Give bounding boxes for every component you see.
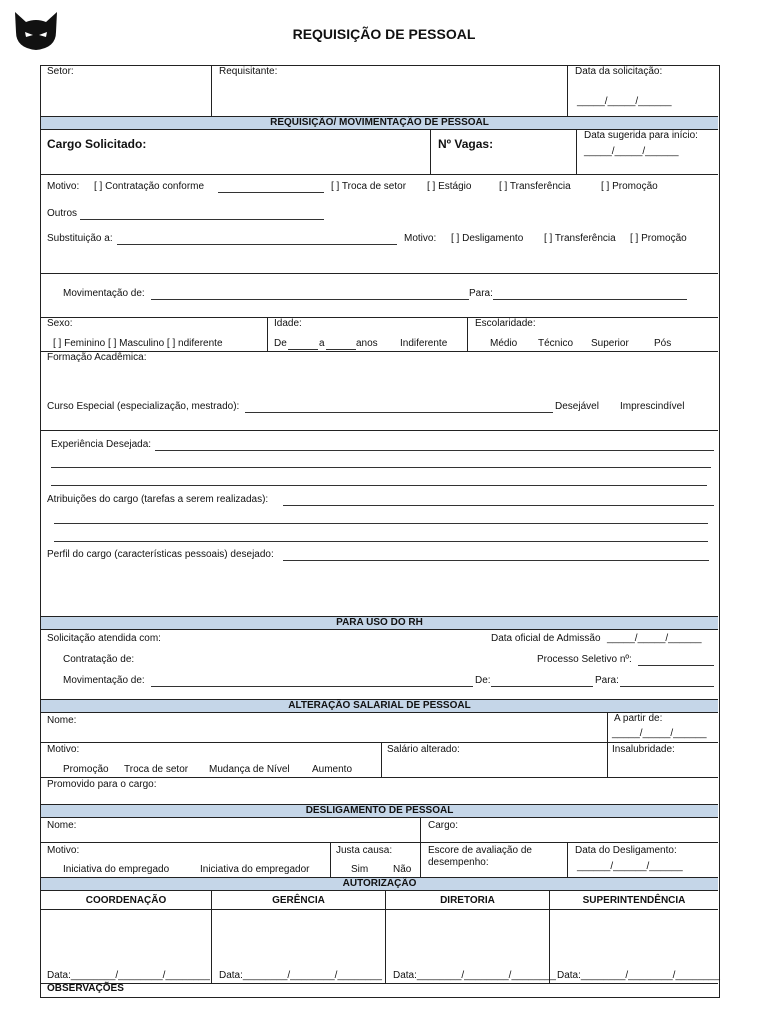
alt-mudanca-nivel[interactable]: Mudança de Nível	[209, 764, 290, 775]
section-rh: PARA USO DO RH	[41, 616, 718, 630]
esc-medio[interactable]: Médio	[490, 338, 518, 349]
auth-data-coordenacao[interactable]: Data:________/________/________	[47, 970, 210, 981]
alt-salario-label: Salário alterado:	[387, 744, 460, 755]
sexo-options[interactable]: [ ] Feminino [ ] Masculino [ ] ndiferente	[53, 338, 223, 349]
para-field[interactable]	[493, 299, 687, 300]
admissao-field[interactable]: _____/_____/______	[607, 633, 702, 644]
alt-motivo-label: Motivo:	[47, 744, 80, 755]
rh-movimentacao-label: Movimentação de:	[63, 675, 145, 686]
divider	[567, 66, 568, 116]
auth-diretoria: DIRETORIA	[440, 895, 495, 906]
divider	[420, 842, 421, 877]
atribuicoes-line[interactable]	[283, 505, 714, 506]
desl-justa-label: Justa causa:	[336, 845, 393, 856]
checkbox-desligamento[interactable]: [ ] Desligamento	[451, 233, 524, 244]
section-autorizacao: AUTORIZAÇÃO	[41, 877, 718, 891]
divider	[211, 66, 212, 116]
checkbox-troca-setor[interactable]: [ ] Troca de setor	[331, 181, 407, 192]
idade-label: Idade:	[274, 318, 302, 329]
curso-field[interactable]	[245, 412, 553, 413]
divider	[41, 909, 718, 910]
rh-de-field[interactable]	[491, 686, 593, 687]
desl-nao[interactable]: Não	[393, 864, 412, 875]
divider	[41, 742, 718, 743]
idade-max-field[interactable]	[326, 349, 356, 350]
divider	[41, 842, 718, 843]
desl-data-field[interactable]: ______/______/______	[577, 861, 683, 872]
data-solicitacao-field[interactable]: _____/_____/______	[577, 96, 672, 107]
section-alteracao: ALTERAÇÃO SALARIAL DE PESSOAL	[41, 699, 718, 713]
alt-aumento[interactable]: Aumento	[312, 764, 353, 775]
divider	[576, 130, 577, 174]
curso-imprescindivel[interactable]: Imprescindível	[620, 401, 685, 412]
divider	[330, 842, 331, 877]
idade-anos: anos	[356, 338, 378, 349]
perfil-label: Perfil do cargo (características pessoais) desejado:	[47, 549, 274, 560]
auth-superintendencia: SUPERINTENDÊNCIA	[582, 895, 686, 906]
divider	[41, 273, 718, 274]
divider	[41, 174, 718, 175]
divider	[267, 317, 268, 351]
idade-min-field[interactable]	[288, 349, 318, 350]
cargo-solicitado-label: Cargo Solicitado:	[47, 137, 147, 151]
idade-a: a	[319, 338, 325, 349]
rh-para-field[interactable]	[620, 686, 714, 687]
divider	[430, 130, 431, 174]
rh-de-label: De:	[475, 675, 491, 686]
alt-nome-label: Nome:	[47, 715, 77, 726]
checkbox-sub-promocao[interactable]: [ ] Promoção	[630, 233, 687, 244]
data-inicio-label: Data sugerida para início:	[584, 130, 698, 141]
outros-field[interactable]	[80, 219, 324, 220]
motivo2-label: Motivo:	[404, 233, 437, 244]
motivo-label: Motivo:	[47, 181, 80, 192]
desl-sim[interactable]: Sim	[351, 864, 369, 875]
atribuicoes-line[interactable]	[54, 541, 708, 542]
esc-pos[interactable]: Pós	[654, 338, 672, 349]
section-desligamento: DESLIGAMENTO DE PESSOAL	[41, 804, 718, 818]
setor-label: Setor:	[47, 66, 74, 77]
num-vagas-label: Nº Vagas:	[438, 137, 494, 151]
perfil-line[interactable]	[283, 560, 709, 561]
divider	[381, 742, 382, 777]
page-title: REQUISIÇÃO DE PESSOAL	[292, 26, 476, 42]
sexo-label: Sexo:	[47, 318, 73, 329]
form-frame	[40, 65, 720, 998]
atribuicoes-line[interactable]	[54, 523, 708, 524]
alt-promovido-label: Promovido para o cargo:	[47, 779, 157, 790]
processo-label: Processo Seletivo nº:	[537, 654, 632, 665]
experiencia-line[interactable]	[51, 485, 707, 486]
divider	[41, 983, 718, 984]
curso-desejavel[interactable]: Desejável	[555, 401, 599, 412]
rh-para-label: Para:	[595, 675, 619, 686]
idade-de: De	[274, 338, 287, 349]
divider	[41, 430, 718, 431]
para-label: Para:	[469, 288, 493, 299]
esc-superior[interactable]: Superior	[591, 338, 629, 349]
desl-escore-label-2: desempenho:	[428, 857, 489, 868]
processo-field[interactable]	[638, 665, 714, 666]
divider	[41, 317, 718, 318]
escolaridade-label: Escolaridade:	[475, 318, 536, 329]
auth-data-superintendencia[interactable]: Data:________/________/________	[557, 970, 720, 981]
atendida-label: Solicitação atendida com:	[47, 633, 161, 644]
auth-coordenacao: COORDENAÇÃO	[85, 895, 167, 906]
contratacao-label: Contratação de:	[63, 654, 135, 665]
checkbox-transferencia[interactable]: [ ] Transferência	[499, 181, 571, 192]
divider	[41, 777, 718, 778]
auth-gerencia: GERÊNCIA	[272, 895, 325, 906]
requisitante-label: Requisitante:	[219, 66, 278, 77]
alt-partir-label: A partir de:	[614, 713, 663, 724]
alt-troca-setor[interactable]: Troca de setor	[124, 764, 189, 775]
alt-insalubridade-label: Insalubridade:	[612, 744, 675, 755]
desl-cargo-label: Cargo:	[428, 820, 459, 831]
substituicao-label: Substituição a:	[47, 233, 113, 244]
field-line[interactable]	[218, 192, 324, 193]
outros-label: Outros	[47, 208, 78, 219]
observacoes-label: OBSERVAÇÕES	[47, 983, 124, 994]
alt-promocao[interactable]: Promoção	[63, 764, 109, 775]
rh-movimentacao-field[interactable]	[151, 686, 473, 687]
divider	[567, 842, 568, 877]
section-requisicao: REQUISIÇÃO/ MOVIMENTAÇÃO DE PESSOAL	[41, 116, 718, 130]
desl-nome-label: Nome:	[47, 820, 77, 831]
substituicao-field[interactable]	[117, 244, 397, 245]
data-inicio-field[interactable]: _____/_____/______	[584, 146, 679, 157]
desl-data-label: Data do Desligamento:	[575, 845, 677, 856]
formacao-label: Formação Acadêmica:	[47, 352, 147, 363]
divider	[607, 713, 608, 777]
data-solicitacao-label: Data da solicitação:	[575, 66, 663, 77]
auth-data-gerencia[interactable]: Data:________/________/________	[219, 970, 382, 981]
idade-indiferente[interactable]: Indiferente	[400, 338, 448, 349]
divider	[420, 818, 421, 842]
alt-partir-field[interactable]: _____/_____/______	[612, 728, 707, 739]
experiencia-line[interactable]	[51, 467, 711, 468]
desl-escore-label: Escore de avaliação de	[428, 845, 532, 856]
atribuicoes-label: Atribuições do cargo (tarefas a serem realizadas):	[47, 494, 269, 505]
divider	[467, 317, 468, 351]
checkbox-sub-transferencia[interactable]: [ ] Transferência	[544, 233, 616, 244]
curso-label: Curso Especial (especialização, mestrado):	[47, 401, 240, 412]
movimentacao-field[interactable]	[151, 299, 469, 300]
movimentacao-label: Movimentação de:	[63, 288, 145, 299]
experiencia-label: Experiência Desejada:	[51, 439, 152, 450]
checkbox-estagio[interactable]: [ ] Estágio	[427, 181, 472, 192]
checkbox-contratacao[interactable]: [ ] Contratação conforme	[94, 181, 205, 192]
experiencia-line[interactable]	[155, 450, 714, 451]
checkbox-promocao[interactable]: [ ] Promoção	[601, 181, 658, 192]
desl-iniciativa-empregador[interactable]: Iniciativa do empregador	[200, 864, 310, 875]
auth-data-diretoria[interactable]: Data:________/________/________	[393, 970, 556, 981]
esc-tecnico[interactable]: Técnico	[538, 338, 574, 349]
desl-motivo-label: Motivo:	[47, 845, 80, 856]
admissao-label: Data oficial de Admissão	[491, 633, 601, 644]
desl-iniciativa-empregado[interactable]: Iniciativa do empregado	[63, 864, 170, 875]
